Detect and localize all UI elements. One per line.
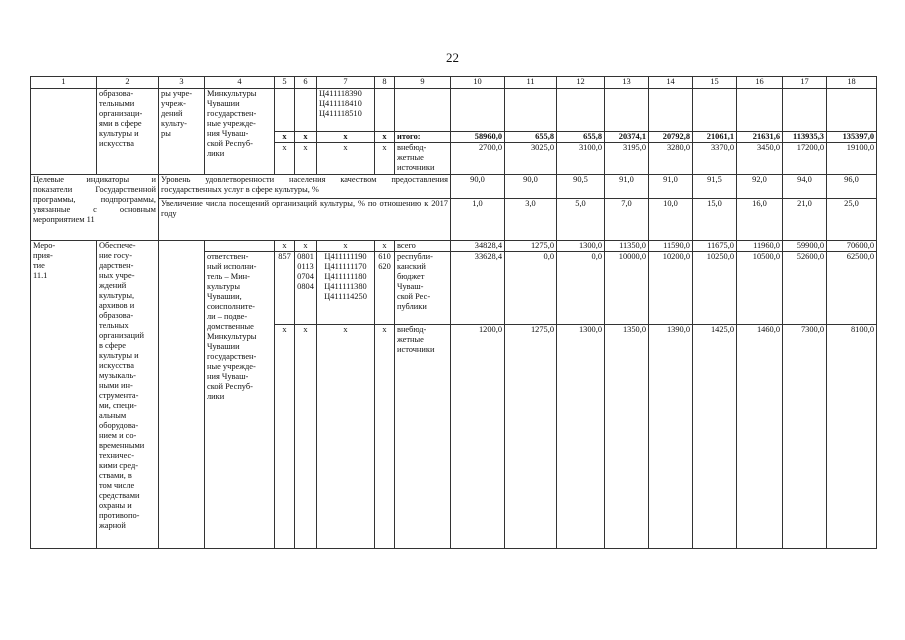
cell	[205, 241, 275, 252]
cell: 3450,0	[737, 143, 783, 175]
cell: 90,5	[557, 175, 605, 199]
cell	[783, 89, 827, 132]
cell: 3370,0	[693, 143, 737, 175]
cell: 34828,4	[451, 241, 505, 252]
cell: всего	[395, 241, 451, 252]
cell: 91,5	[693, 175, 737, 199]
cell: x	[317, 143, 375, 175]
cell: 1425,0	[693, 325, 737, 549]
cell: 1275,0	[505, 325, 557, 549]
cell: x	[317, 241, 375, 252]
column-header-6: 6	[295, 77, 317, 89]
cell: 135397,0	[827, 132, 877, 143]
cell: 17200,0	[783, 143, 827, 175]
cell: 1300,0	[557, 241, 605, 252]
cell: 10000,0	[605, 252, 649, 325]
cell: 21061,1	[693, 132, 737, 143]
cell: 90,0	[451, 175, 505, 199]
event-number: Меро- прия- тие 11.1	[31, 241, 97, 549]
cell: 11675,0	[693, 241, 737, 252]
cell	[605, 89, 649, 132]
cell: x	[295, 132, 317, 143]
cell: 0801 0113 0704 0804	[295, 252, 317, 325]
column-header-12: 12	[557, 77, 605, 89]
cell: 857	[275, 252, 295, 325]
column-header-1: 1	[31, 77, 97, 89]
cell	[159, 241, 205, 549]
table-row	[31, 89, 877, 132]
cell: 21631,6	[737, 132, 783, 143]
cell: 94,0	[783, 175, 827, 199]
cell: 59900,0	[783, 241, 827, 252]
cell: Ц411118390 Ц411118410 Ц411118510	[317, 89, 375, 132]
indicator-text: Уровень удовлетворенности населения качеством предоставления государственных услуг в сфере культуры, %	[159, 175, 451, 199]
cell: x	[375, 132, 395, 143]
cell: x	[295, 325, 317, 549]
cell: 5,0	[557, 199, 605, 241]
cell: 70600,0	[827, 241, 877, 252]
cell: 21,0	[783, 199, 827, 241]
cell: 10500,0	[737, 252, 783, 325]
cell: образова- тельными организаци- ями в сфере культуры и искусства	[97, 89, 159, 175]
column-header-17: 17	[783, 77, 827, 89]
cell	[395, 89, 451, 132]
budget-table	[30, 76, 877, 549]
cell: 90,0	[505, 175, 557, 199]
cell: 92,0	[737, 175, 783, 199]
cell: x	[295, 143, 317, 175]
table-row-vsego	[31, 241, 877, 252]
cell: 3,0	[505, 199, 557, 241]
cell: 20792,8	[649, 132, 693, 143]
cell	[295, 89, 317, 132]
cell: 3195,0	[605, 143, 649, 175]
column-header-15: 15	[693, 77, 737, 89]
cell: 3100,0	[557, 143, 605, 175]
column-header-14: 14	[649, 77, 693, 89]
cell: 1350,0	[605, 325, 649, 549]
targets-label: Целевые индикаторы и показатели Государственной программы, подпрограммы, увязанные с основным мероприятием 11	[31, 175, 159, 241]
cell: 11960,0	[737, 241, 783, 252]
event-description: Обеспече- ние госу- дарствен- ных учре- ждений культуры, архивов и образова- тельных организаций в сфере культуры и искусства музыкаль- ными ин- струмента- ми, специ- альным оборудова- нием и со- временными техничес- кими сред- ствами, в том числе средствами охраны и противопо- жарной	[97, 241, 159, 549]
cell: x	[275, 143, 295, 175]
cell: 58960,0	[451, 132, 505, 143]
column-header-16: 16	[737, 77, 783, 89]
cell: ры учре- учреж- дений культу- ры	[159, 89, 205, 175]
cell: 91,0	[649, 175, 693, 199]
cell: 96,0	[827, 175, 877, 199]
cell: внебюд- жетные источники	[395, 325, 451, 549]
cell: 19100,0	[827, 143, 877, 175]
executor: ответствен- ный исполни- тель – Мин- культуры Чувашии, соисполните- ли – подве- домственные Минкультуры Чувашии государствен- ные учрежде- ния Чуваш- ской Респуб- лики	[205, 252, 275, 549]
cell	[827, 89, 877, 132]
cell: 33628,4	[451, 252, 505, 325]
cell: 15,0	[693, 199, 737, 241]
cell	[275, 89, 295, 132]
cell: 113935,3	[783, 132, 827, 143]
column-header-3: 3	[159, 77, 205, 89]
cell: 0,0	[557, 252, 605, 325]
column-header-11: 11	[505, 77, 557, 89]
cell: 10250,0	[693, 252, 737, 325]
column-header-8: 8	[375, 77, 395, 89]
cell: x	[275, 241, 295, 252]
cell: 655,8	[557, 132, 605, 143]
cell: 1200,0	[451, 325, 505, 549]
cell	[649, 89, 693, 132]
cell	[693, 89, 737, 132]
header-row	[31, 77, 877, 89]
cell: 2700,0	[451, 143, 505, 175]
cell: 1300,0	[557, 325, 605, 549]
cell: x	[317, 325, 375, 549]
cell: x	[275, 325, 295, 549]
cell: 610 620	[375, 252, 395, 325]
cell: x	[375, 241, 395, 252]
cell: итого:	[395, 132, 451, 143]
cell: 0,0	[505, 252, 557, 325]
cell: 16,0	[737, 199, 783, 241]
indicator-text: Увеличение числа посещений организаций культуры, % по отношению к 2017 году	[159, 199, 451, 241]
cell: внебюд- жетные источники	[395, 143, 451, 175]
cell	[557, 89, 605, 132]
table-row-indicator	[31, 175, 877, 199]
page-number: 22	[446, 50, 459, 65]
cell: 11350,0	[605, 241, 649, 252]
column-header-10: 10	[451, 77, 505, 89]
cell: 8100,0	[827, 325, 877, 549]
column-header-18: 18	[827, 77, 877, 89]
cell: 3025,0	[505, 143, 557, 175]
cell: 1,0	[451, 199, 505, 241]
cell: 1460,0	[737, 325, 783, 549]
cell: Ц411111190 Ц411111170 Ц411111180 Ц411111380 Ц411114250	[317, 252, 375, 325]
cell: x	[275, 132, 295, 143]
cell	[375, 89, 395, 132]
cell: республи- канский бюджет Чуваш- ской Рес- публики	[395, 252, 451, 325]
column-header-7: 7	[317, 77, 375, 89]
cell: 62500,0	[827, 252, 877, 325]
cell: x	[375, 325, 395, 549]
column-header-4: 4	[205, 77, 275, 89]
column-header-5: 5	[275, 77, 295, 89]
cell: 20374,1	[605, 132, 649, 143]
cell: 7300,0	[783, 325, 827, 549]
cell: 91,0	[605, 175, 649, 199]
cell	[31, 89, 97, 175]
column-header-2: 2	[97, 77, 159, 89]
cell: x	[295, 241, 317, 252]
cell: 52600,0	[783, 252, 827, 325]
cell: 655,8	[505, 132, 557, 143]
cell	[737, 89, 783, 132]
cell: 10200,0	[649, 252, 693, 325]
cell: Минкультуры Чувашии государствен- ные учрежде- ния Чуваш- ской Респуб- лики	[205, 89, 275, 175]
cell: 11590,0	[649, 241, 693, 252]
cell: 3280,0	[649, 143, 693, 175]
column-header-9: 9	[395, 77, 451, 89]
cell	[505, 89, 557, 132]
cell: 1275,0	[505, 241, 557, 252]
cell: 10,0	[649, 199, 693, 241]
cell: 1390,0	[649, 325, 693, 549]
cell	[451, 89, 505, 132]
cell: 7,0	[605, 199, 649, 241]
cell: x	[375, 143, 395, 175]
cell: 25,0	[827, 199, 877, 241]
column-header-13: 13	[605, 77, 649, 89]
cell: x	[317, 132, 375, 143]
